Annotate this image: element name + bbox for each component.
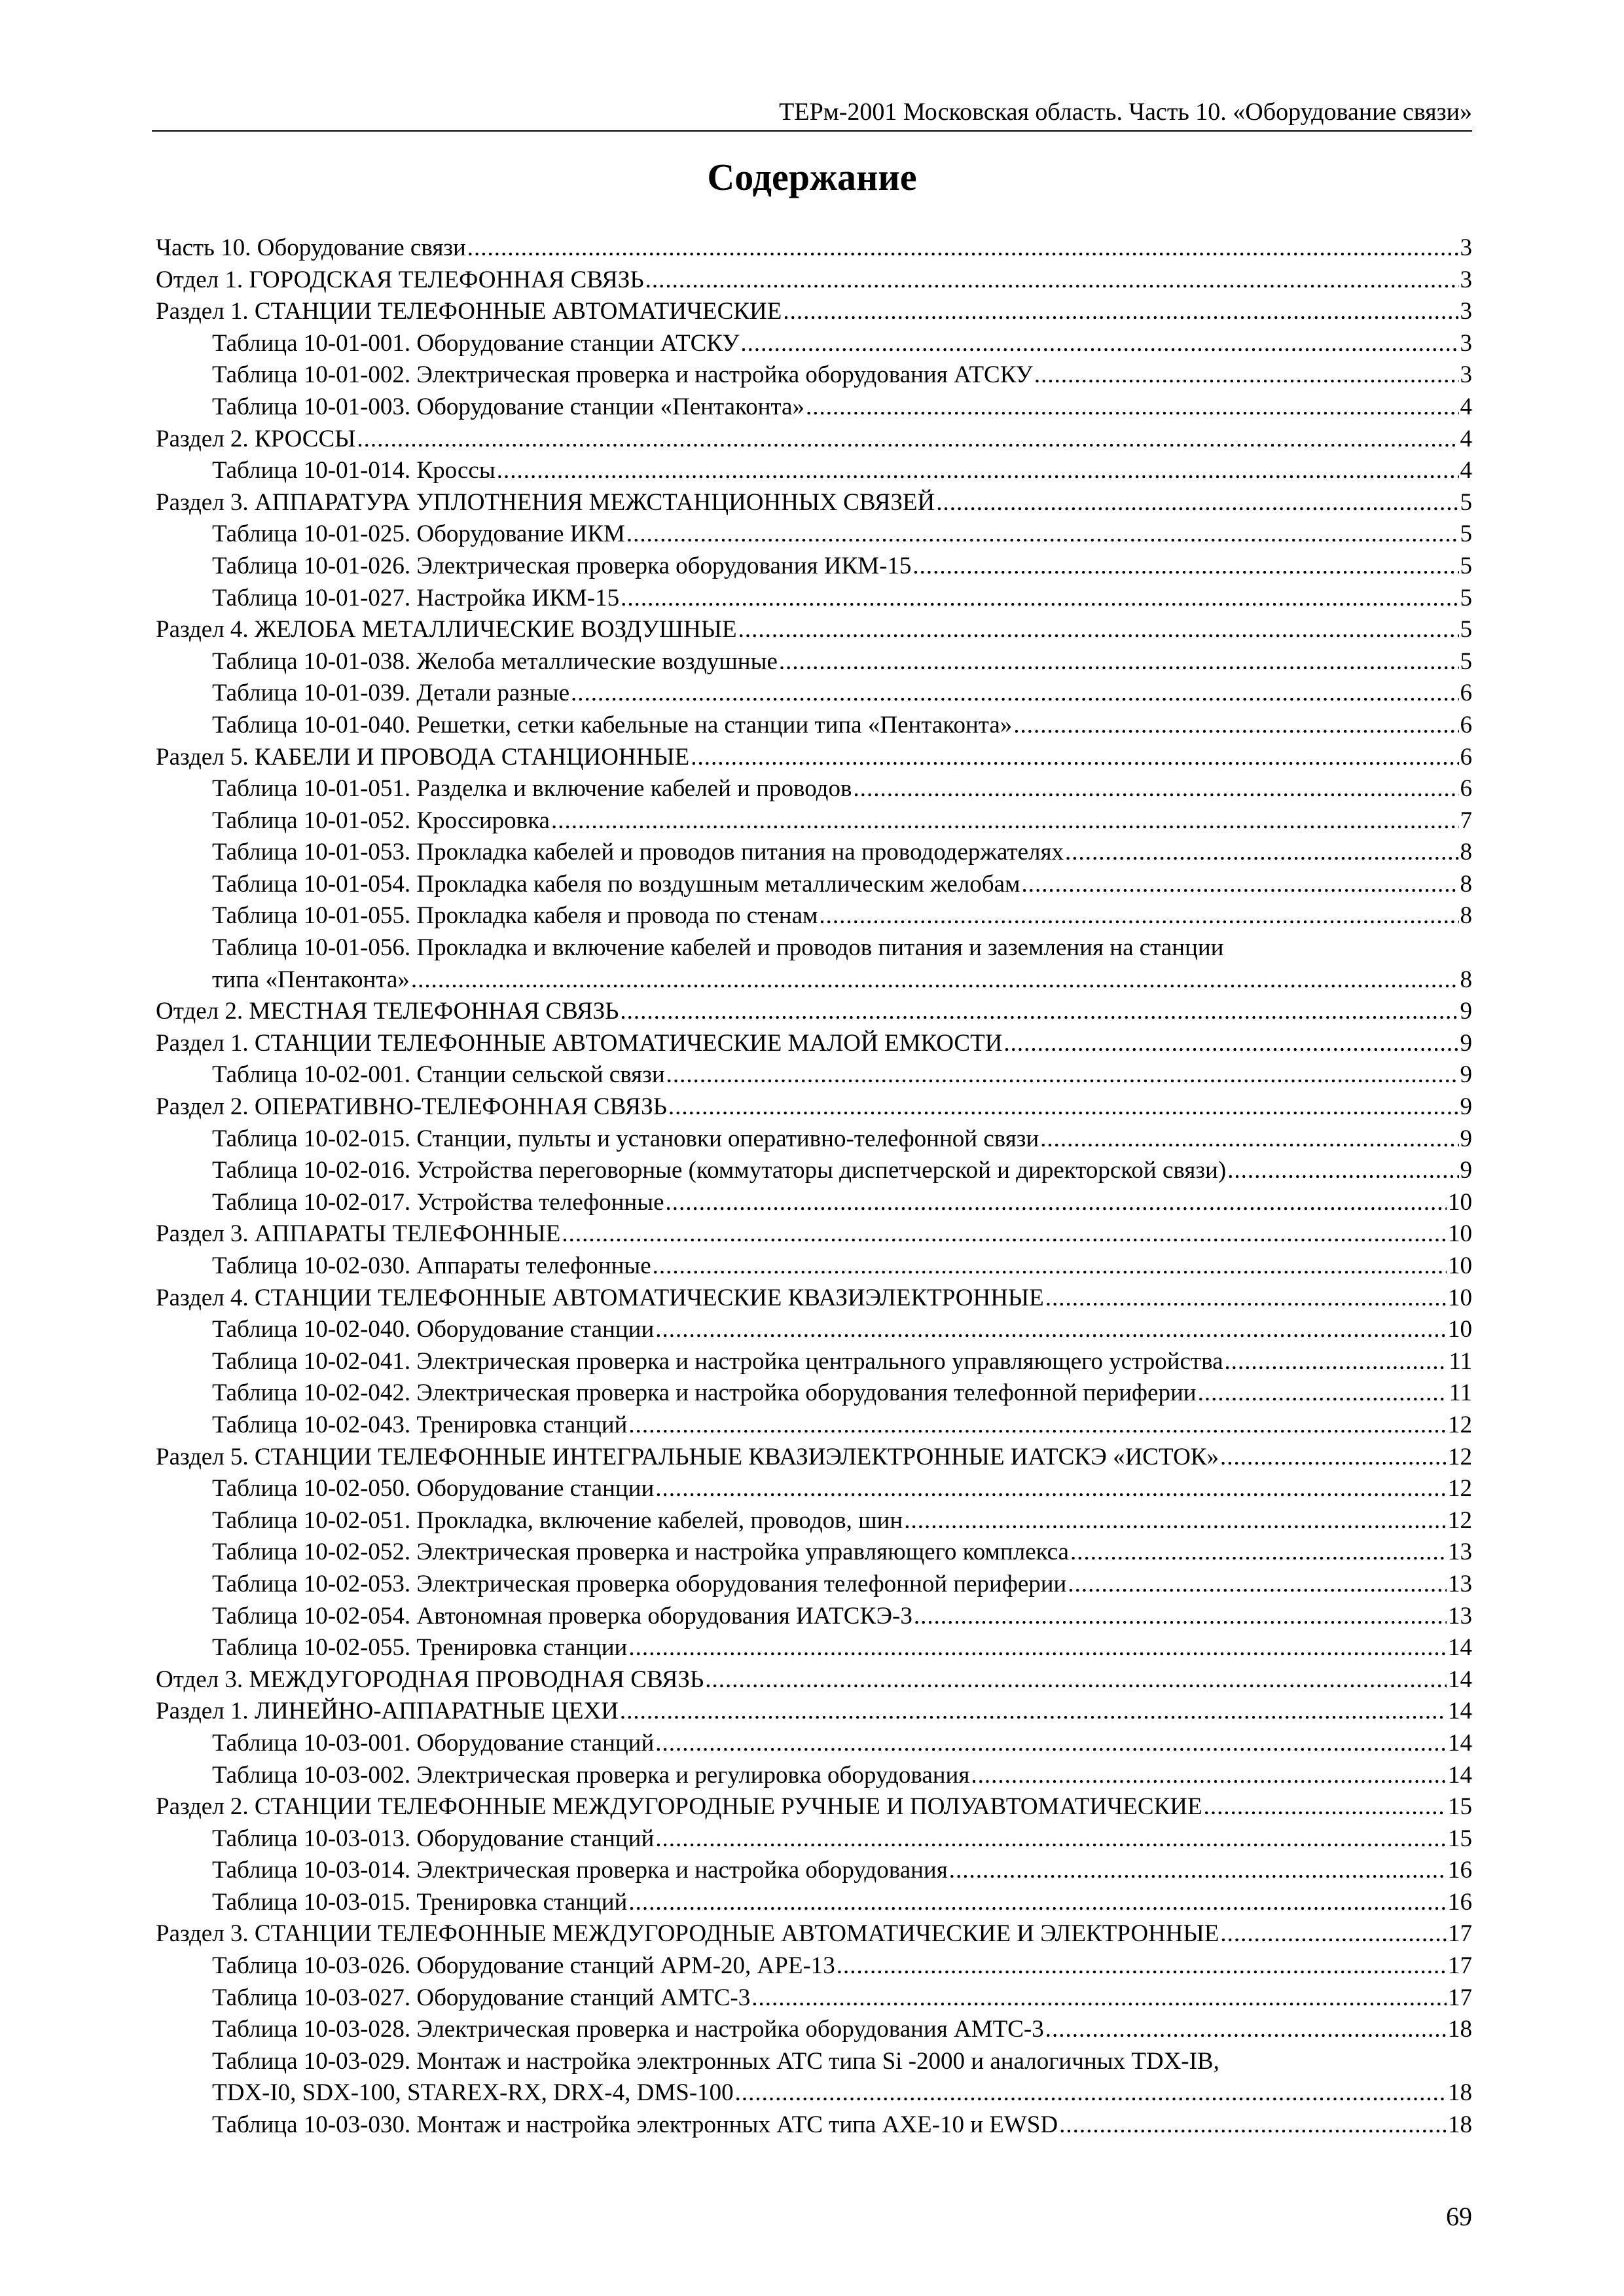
toc-entry-title-continued: TDX-I0, SDX-100, STAREX-RX, DRX-4, DMS-100 <box>212 2079 734 2107</box>
dot-leader <box>551 805 1459 837</box>
toc-entry-title: Таблица 10-02-040. Оборудование станции <box>212 1316 655 1343</box>
toc-entry[interactable] <box>156 1887 1472 1919</box>
toc-entry-page: 17 <box>1448 1920 1472 1948</box>
dot-leader <box>1040 1123 1458 1156</box>
toc-entry-page: 11 <box>1449 1379 1472 1407</box>
toc-entry-page: 4 <box>1460 393 1472 420</box>
toc-entry-page: 10 <box>1448 1188 1472 1216</box>
toc-entry-page: 5 <box>1460 520 1472 548</box>
toc-entry-page: 13 <box>1448 1602 1472 1630</box>
toc-entry-page: 11 <box>1449 1347 1472 1375</box>
dot-leader <box>655 1823 1447 1855</box>
dot-leader <box>655 1728 1447 1760</box>
dot-leader <box>912 551 1458 583</box>
toc-entry-page: 4 <box>1460 457 1472 484</box>
toc-entry-title: Часть 10. Оборудование связи <box>156 234 466 261</box>
toc-entry-title: Таблица 10-03-014. Электрическая проверка и настройка оборудования <box>212 1857 948 1884</box>
toc-entry-page: 10 <box>1448 1316 1472 1343</box>
dot-leader <box>1059 2109 1447 2141</box>
toc-entry[interactable] <box>156 2046 1472 2078</box>
toc-entry-title: Таблица 10-03-002. Электрическая проверка и регулировка оборудования <box>212 1761 970 1789</box>
toc-entry[interactable] <box>156 1823 1472 1855</box>
dot-leader <box>705 1664 1447 1696</box>
dot-leader <box>819 900 1458 932</box>
toc-entry-page: 9 <box>1460 1157 1472 1184</box>
toc-entry[interactable] <box>156 264 1472 297</box>
dot-leader <box>655 1314 1447 1346</box>
dot-leader <box>1068 1569 1447 1601</box>
toc-entry-page: 15 <box>1448 1793 1472 1821</box>
dot-leader <box>783 296 1458 328</box>
toc-entry-page: 9 <box>1460 1093 1472 1121</box>
toc-entry-title: Таблица 10-01-051. Разделка и включение кабелей и проводов <box>212 775 852 803</box>
toc-entry-page: 5 <box>1460 552 1472 579</box>
toc-entry[interactable] <box>156 805 1472 837</box>
dot-leader <box>1220 1442 1447 1474</box>
toc-entry[interactable] <box>156 424 1472 456</box>
dot-leader <box>626 519 1459 551</box>
toc-entry[interactable] <box>156 900 1472 932</box>
toc-entry-continuation[interactable] <box>156 2077 1472 2109</box>
toc-entry[interactable] <box>156 742 1472 774</box>
toc-entry[interactable] <box>156 996 1472 1028</box>
dot-leader <box>1198 1377 1448 1410</box>
toc-entry-title: Таблица 10-01-055. Прокладка кабеля и провода по стенам <box>212 902 818 930</box>
toc-entry-continuation[interactable] <box>156 964 1472 996</box>
toc-entry-title: Таблица 10-02-052. Электрическая проверка и настройка управляющего комплекса <box>212 1539 1069 1566</box>
dot-leader <box>1045 1283 1447 1315</box>
dot-leader <box>1070 1537 1447 1569</box>
toc-entry-title: Отдел 1. ГОРОДСКАЯ ТЕЛЕФОННАЯ СВЯЗЬ <box>156 266 644 293</box>
toc-entry[interactable] <box>156 1537 1472 1569</box>
dot-leader <box>1021 869 1458 901</box>
toc-entry-title: Таблица 10-03-013. Оборудование станций <box>212 1825 655 1852</box>
dot-leader <box>1225 1346 1448 1378</box>
toc-entry[interactable] <box>156 1028 1472 1060</box>
toc-entry-page: 10 <box>1448 1220 1472 1248</box>
toc-entry-title: Таблица 10-01-014. Кроссы <box>212 457 496 484</box>
toc-entry-title: Таблица 10-02-001. Станции сельской связи <box>212 1061 665 1089</box>
toc-entry[interactable] <box>156 1791 1472 1823</box>
toc-entry[interactable] <box>156 1569 1472 1601</box>
toc-entry-title: Таблица 10-01-052. Кроссировка <box>212 807 550 834</box>
toc-entry-title: Таблица 10-02-030. Аппараты телефонные <box>212 1252 651 1279</box>
toc-entry-page: 9 <box>1460 1061 1472 1089</box>
toc-entry-page: 8 <box>1460 902 1472 930</box>
dot-leader <box>904 1505 1447 1537</box>
toc-entry[interactable] <box>156 773 1472 805</box>
toc-entry-page: 3 <box>1460 329 1472 357</box>
toc-entry-title: Таблица 10-01-040. Решетки, сетки кабельные на станции типа «Пентаконта» <box>212 711 1013 738</box>
toc-entry-title: Таблица 10-02-054. Автономная проверка оборудования ИАТСКЭ-3 <box>212 1602 912 1630</box>
toc-entry[interactable] <box>156 2014 1472 2046</box>
toc-entry[interactable] <box>156 1187 1472 1219</box>
toc-entry-title: Таблица 10-03-015. Тренировка станций <box>212 1888 628 1916</box>
toc-entry-page: 14 <box>1448 1698 1472 1725</box>
toc-entry[interactable] <box>156 869 1472 901</box>
toc-entry-title: Раздел 2. КРОССЫ <box>156 425 356 452</box>
toc-entry-title: Таблица 10-01-039. Детали разные <box>212 680 570 707</box>
toc-entry-page: 8 <box>1460 870 1472 898</box>
dot-leader <box>411 964 1459 996</box>
dot-leader <box>620 1696 1447 1728</box>
dot-leader <box>735 2077 1447 2109</box>
dot-leader <box>666 1187 1447 1219</box>
toc-entry[interactable] <box>156 1091 1472 1123</box>
toc-entry-page: 3 <box>1460 298 1472 325</box>
dot-leader <box>738 614 1459 646</box>
toc-entry[interactable] <box>156 1410 1472 1442</box>
dot-leader <box>1204 1791 1447 1823</box>
toc-entry-title: Таблица 10-02-043. Тренировка станций <box>212 1411 628 1438</box>
toc-entry-page: 12 <box>1448 1475 1472 1503</box>
toc-entry[interactable] <box>156 1473 1472 1505</box>
dot-leader <box>628 1887 1447 1919</box>
dot-leader <box>1003 1028 1458 1060</box>
toc-entry-page: 17 <box>1448 1952 1472 1980</box>
dot-leader <box>751 1982 1447 2014</box>
toc-entry[interactable] <box>156 1346 1472 1378</box>
toc-entry-page: 17 <box>1448 1984 1472 2011</box>
toc-entry-title: Таблица 10-01-003. Оборудование станции «Пентаконта» <box>212 393 804 420</box>
dot-leader <box>620 996 1458 1028</box>
toc-entry-title: Раздел 3. СТАНЦИИ ТЕЛЕФОННЫЕ МЕЖДУГОРОДНЫЕ АВТОМАТИЧЕСКИЕ И ЭЛЕКТРОННЫЕ <box>156 1920 1219 1948</box>
toc-entry-page: 18 <box>1448 2111 1472 2139</box>
toc-entry-page: 10 <box>1448 1252 1472 1279</box>
toc-entry-title: Таблица 10-02-055. Тренировка станции <box>212 1634 628 1662</box>
dot-leader <box>779 646 1459 678</box>
running-header: ТЕРм-2001 Московская область. Часть 10. «Оборудование связи» <box>779 98 1472 126</box>
toc-entry[interactable] <box>156 1377 1472 1410</box>
toc-entry-page: 10 <box>1448 1284 1472 1311</box>
toc-entry-title: Раздел 2. ОПЕРАТИВНО-ТЕЛЕФОННАЯ СВЯЗЬ <box>156 1093 667 1121</box>
toc-entry-title: Таблица 10-03-029. Монтаж и настройка электронных АТС типа Si -2000 и аналогичных TDX-IB, <box>212 2047 1219 2075</box>
toc-entry[interactable] <box>156 1855 1472 1887</box>
toc-entry-page: 14 <box>1448 1634 1472 1662</box>
toc-entry[interactable] <box>156 392 1472 424</box>
dot-leader <box>971 1760 1447 1792</box>
toc-entry-page: 15 <box>1448 1825 1472 1852</box>
dot-leader <box>645 264 1459 297</box>
toc-entry-page: 13 <box>1448 1570 1472 1597</box>
dot-leader <box>655 1473 1447 1505</box>
toc-entry-page: 5 <box>1460 647 1472 675</box>
toc-entry[interactable] <box>156 1059 1472 1091</box>
page-title: Содержание <box>707 156 917 198</box>
toc-entry-title: Таблица 10-02-015. Станции, пульты и установки оперативно-телефонной связи <box>212 1125 1039 1152</box>
toc-entry-page: 14 <box>1448 1761 1472 1789</box>
toc-entry-title: Раздел 4. ЖЕЛОБА МЕТАЛЛИЧЕСКИЕ ВОЗДУШНЫЕ <box>156 616 737 644</box>
dot-leader <box>936 487 1458 519</box>
toc-entry-page: 9 <box>1460 1029 1472 1057</box>
dot-leader <box>621 583 1458 615</box>
dot-leader <box>1065 837 1458 869</box>
dot-leader <box>562 1218 1447 1250</box>
toc-entry-title: Таблица 10-01-027. Настройка ИКМ-15 <box>212 584 620 611</box>
toc-entry[interactable] <box>156 837 1472 869</box>
toc-entry[interactable] <box>156 1982 1472 2014</box>
dot-leader <box>497 455 1459 487</box>
toc-entry[interactable] <box>156 1218 1472 1250</box>
toc-entry[interactable] <box>156 1918 1472 1950</box>
toc-entry-page: 5 <box>1460 488 1472 516</box>
dot-leader <box>668 1091 1459 1123</box>
toc-entry-title: Раздел 5. КАБЕЛИ И ПРОВОДА СТАНЦИОННЫЕ <box>156 743 690 771</box>
dot-leader <box>628 1410 1447 1442</box>
toc-entry[interactable] <box>156 328 1472 360</box>
toc-entry-page: 4 <box>1460 425 1472 452</box>
toc-entry[interactable] <box>156 1314 1472 1346</box>
toc-entry-title: Раздел 2. СТАНЦИИ ТЕЛЕФОННЫЕ МЕЖДУГОРОДНЫЕ РУЧНЫЕ И ПОЛУАВТОМАТИЧЕСКИЕ <box>156 1793 1202 1821</box>
toc-entry-title: Таблица 10-03-026. Оборудование станций АРМ-20, АРЕ-13 <box>212 1952 835 1980</box>
toc-entry[interactable] <box>156 1696 1472 1728</box>
toc-entry[interactable] <box>156 232 1472 264</box>
toc-entry[interactable] <box>156 1601 1472 1633</box>
toc-entry[interactable] <box>156 583 1472 615</box>
toc-entry-page: 8 <box>1460 839 1472 866</box>
toc-entry-title: Таблица 10-03-001. Оборудование станций <box>212 1729 655 1757</box>
toc-entry-title: Раздел 3. АППАРАТЫ ТЕЛЕФОННЫЕ <box>156 1220 561 1248</box>
toc-entry[interactable] <box>156 359 1472 392</box>
toc-entry-title: Раздел 4. СТАНЦИИ ТЕЛЕФОННЫЕ АВТОМАТИЧЕСКИЕ КВАЗИЭЛЕКТРОННЫЕ <box>156 1284 1044 1311</box>
dot-leader <box>467 232 1459 264</box>
toc-entry-page: 12 <box>1448 1411 1472 1438</box>
toc-entry-title: Таблица 10-01-025. Оборудование ИКМ <box>212 520 625 548</box>
toc-entry-page: 13 <box>1448 1539 1472 1566</box>
toc-entry[interactable] <box>156 1760 1472 1792</box>
dot-leader <box>853 773 1458 805</box>
toc-entry[interactable] <box>156 455 1472 487</box>
toc-entry[interactable] <box>156 1155 1472 1187</box>
toc-entry-title: Раздел 1. СТАНЦИИ ТЕЛЕФОННЫЕ АВТОМАТИЧЕСКИЕ <box>156 298 782 325</box>
toc-entry-title: Таблица 10-01-001. Оборудование станции АТСКУ <box>212 329 740 357</box>
toc-entry-title: Таблица 10-02-053. Электрическая проверка оборудования телефонной периферии <box>212 1570 1067 1597</box>
toc-entry-title: Отдел 2. МЕСТНАЯ ТЕЛЕФОННАЯ СВЯЗЬ <box>156 998 619 1025</box>
toc-entry-title: Таблица 10-02-017. Устройства телефонные <box>212 1188 664 1216</box>
toc-entry-title: Таблица 10-02-042. Электрическая проверка и настройка оборудования телефонной периферии <box>212 1379 1197 1407</box>
dot-leader <box>740 328 1458 360</box>
dot-leader <box>806 392 1459 424</box>
toc-entry[interactable] <box>156 487 1472 519</box>
toc-entry-title: Таблица 10-03-030. Монтаж и настройка электронных АТС типа АХЕ-10 и EWSD <box>212 2111 1058 2139</box>
toc-entry-title: Таблица 10-01-056. Прокладка и включение кабелей и проводов питания и заземления на станции <box>212 934 1224 962</box>
dot-leader <box>1013 710 1458 742</box>
toc-entry[interactable] <box>156 1123 1472 1156</box>
toc-entry[interactable] <box>156 1632 1472 1664</box>
toc-entry-title: Таблица 10-01-002. Электрическая проверка и настройка оборудования АТСКУ <box>212 361 1033 389</box>
toc-entry-title-continued: типа «Пентаконта» <box>212 966 410 993</box>
toc-entry-title: Раздел 3. АППАРАТУРА УПЛОТНЕНИЯ МЕЖСТАНЦИОННЫХ СВЯЗЕЙ <box>156 488 935 516</box>
toc-entry-title: Отдел 3. МЕЖДУГОРОДНАЯ ПРОВОДНАЯ СВЯЗЬ <box>156 1666 704 1693</box>
toc-entry-page: 12 <box>1448 1506 1472 1534</box>
toc-entry[interactable] <box>156 1950 1472 1982</box>
toc-entry-page: 7 <box>1460 807 1472 834</box>
toc-entry[interactable] <box>156 1250 1472 1283</box>
dot-leader <box>628 1632 1447 1664</box>
dot-leader <box>1034 359 1459 392</box>
toc-entry-page: 9 <box>1460 998 1472 1025</box>
toc-entry-page: 6 <box>1460 711 1472 738</box>
toc-entry[interactable] <box>156 1728 1472 1760</box>
toc-entry[interactable] <box>156 551 1472 583</box>
toc-entry-title: Раздел 1. СТАНЦИИ ТЕЛЕФОННЫЕ АВТОМАТИЧЕСКИЕ МАЛОЙ ЕМКОСТИ <box>156 1029 1003 1057</box>
dot-leader <box>357 424 1458 456</box>
toc-entry-title: Таблица 10-03-028. Электрическая проверка и настройка оборудования АМТС-3 <box>212 2016 1044 2043</box>
toc-entry[interactable] <box>156 296 1472 328</box>
toc-entry-page: 5 <box>1460 584 1472 611</box>
toc-entry[interactable] <box>156 1442 1472 1474</box>
toc-entry-page: 18 <box>1448 2016 1472 2043</box>
toc-entry-title: Таблица 10-03-027. Оборудование станций АМТС-3 <box>212 1984 751 2011</box>
toc-entry-page: 14 <box>1448 1729 1472 1757</box>
toc-entry-page: 6 <box>1460 680 1472 707</box>
toc-entry-page: 5 <box>1460 616 1472 644</box>
toc-entry-page: 16 <box>1448 1857 1472 1884</box>
toc-entry[interactable] <box>156 710 1472 742</box>
toc-entry-title: Таблица 10-02-050. Оборудование станции <box>212 1475 655 1503</box>
toc-entry-page: 9 <box>1460 1125 1472 1152</box>
toc-entry[interactable] <box>156 1505 1472 1537</box>
dot-leader <box>837 1950 1447 1982</box>
toc-entry-title: Таблица 10-01-026. Электрическая проверка оборудования ИКМ-15 <box>212 552 912 579</box>
toc-entry-title: Таблица 10-01-054. Прокладка кабеля по воздушным металлическим желобам <box>212 870 1020 898</box>
dot-leader <box>949 1855 1447 1887</box>
dot-leader <box>1220 1918 1447 1950</box>
toc-entry-page: 6 <box>1460 775 1472 803</box>
toc-entry-title: Таблица 10-02-041. Электрическая проверка и настройка центрального управляющего устройства <box>212 1347 1223 1375</box>
toc-entry-page: 3 <box>1460 266 1472 293</box>
toc-entry-page: 8 <box>1460 966 1472 993</box>
toc-entry-title: Таблица 10-01-053. Прокладка кабелей и проводов питания на провододержателях <box>212 839 1064 866</box>
toc-entry[interactable] <box>156 2109 1472 2141</box>
toc-entry-page: 14 <box>1448 1666 1472 1693</box>
toc-entry[interactable] <box>156 519 1472 551</box>
dot-leader <box>1227 1155 1458 1187</box>
dot-leader <box>914 1601 1447 1633</box>
dot-leader <box>666 1059 1459 1091</box>
table-of-contents <box>156 232 1472 2141</box>
toc-entry[interactable] <box>156 932 1472 964</box>
page-number: 69 <box>1446 2202 1472 2231</box>
toc-entry-title: Таблица 10-01-038. Желоба металлические воздушные <box>212 647 778 675</box>
toc-entry[interactable] <box>156 646 1472 678</box>
toc-entry-page: 16 <box>1448 1888 1472 1916</box>
toc-entry[interactable] <box>156 678 1472 710</box>
toc-entry[interactable] <box>156 1283 1472 1315</box>
toc-entry-page: 12 <box>1448 1443 1472 1470</box>
dot-leader <box>571 678 1458 710</box>
header-rule <box>152 130 1472 132</box>
toc-entry-page: 3 <box>1460 234 1472 261</box>
toc-entry[interactable] <box>156 614 1472 646</box>
toc-entry-page: 3 <box>1460 361 1472 389</box>
toc-entry-title: Таблица 10-02-051. Прокладка, включение кабелей, проводов, шин <box>212 1506 903 1534</box>
toc-entry-page: 18 <box>1448 2079 1472 2107</box>
toc-entry-page: 6 <box>1460 743 1472 771</box>
dot-leader <box>653 1250 1447 1283</box>
toc-entry-title: Раздел 1. ЛИНЕЙНО-АППАРАТНЫЕ ЦЕХИ <box>156 1698 619 1725</box>
toc-entry-title: Таблица 10-02-016. Устройства переговорные (коммутаторы диспетчерской и директорской связи) <box>212 1157 1227 1184</box>
toc-entry[interactable] <box>156 1664 1472 1696</box>
toc-entry-title: Раздел 5. СТАНЦИИ ТЕЛЕФОННЫЕ ИНТЕГРАЛЬНЫЕ КВАЗИЭЛЕКТРОННЫЕ ИАТСКЭ «ИСТОК» <box>156 1443 1219 1470</box>
dot-leader <box>691 742 1458 774</box>
dot-leader <box>1045 2014 1447 2046</box>
